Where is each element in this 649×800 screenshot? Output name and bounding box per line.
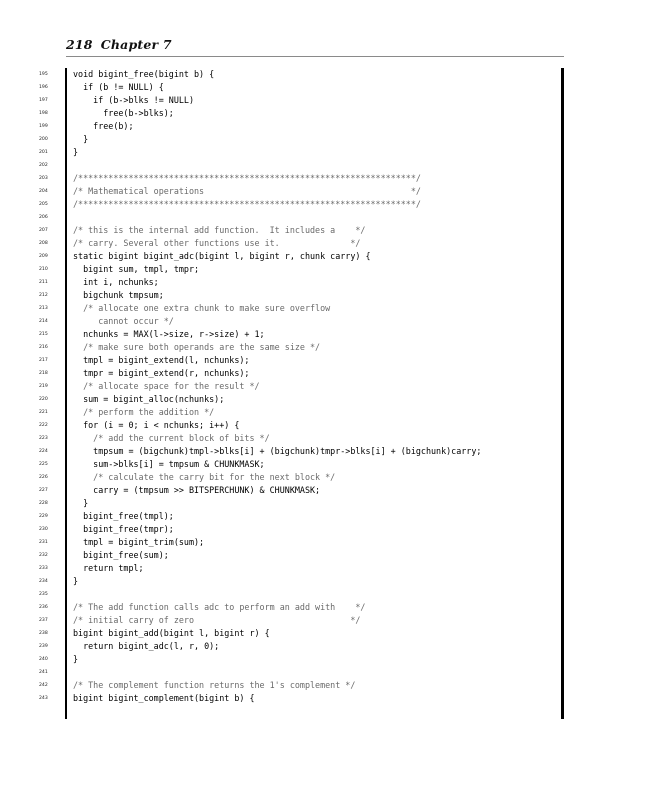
code-comment: /* calculate the carry bit for the next block */ — [73, 472, 336, 482]
code-line — [0, 458, 560, 471]
code-line — [0, 250, 560, 263]
code-line — [0, 367, 560, 380]
code-line — [0, 237, 560, 250]
line-number: 235 — [39, 592, 48, 597]
code-line — [0, 133, 560, 146]
line-number: 218 — [39, 371, 48, 376]
line-number: 230 — [39, 527, 48, 532]
code-text: carry = (tmpsum >> BITSPERCHUNK) & CHUNKMASK; — [73, 485, 321, 495]
code-text: sum->blks[i] = tmpsum & CHUNKMASK; — [73, 459, 265, 469]
code-line — [0, 523, 560, 536]
line-number: 224 — [39, 449, 48, 454]
code-line — [0, 263, 560, 276]
line-number: 232 — [39, 553, 48, 558]
code-comment: /* The complement function returns the 1's complement */ — [73, 680, 356, 690]
line-number: 197 — [39, 98, 48, 103]
code-comment: /* The add function calls adc to perform an add with */ — [73, 602, 366, 612]
line-number: 237 — [39, 618, 48, 623]
line-number: 240 — [39, 657, 48, 662]
line-number: 203 — [39, 176, 48, 181]
line-number: 195 — [39, 72, 48, 77]
line-number: 204 — [39, 189, 48, 194]
code-comment: /* this is the internal add function. It includes a */ — [73, 225, 366, 235]
line-number: 199 — [39, 124, 48, 129]
code-line — [0, 198, 560, 211]
code-line — [0, 81, 560, 94]
line-number: 198 — [39, 111, 48, 116]
line-number: 205 — [39, 202, 48, 207]
code-block-right-bar — [561, 68, 564, 719]
line-number: 229 — [39, 514, 48, 519]
line-number: 222 — [39, 423, 48, 428]
code-comment: /* allocate one extra chunk to make sure overflow — [73, 303, 331, 313]
code-line — [0, 380, 560, 393]
code-comment: /* make sure both operands are the same size */ — [73, 342, 321, 352]
line-number: 208 — [39, 241, 48, 246]
code-line — [0, 549, 560, 562]
code-comment: /* initial carry of zero */ — [73, 615, 361, 625]
code-text: void bigint_free(bigint b) { — [73, 69, 215, 79]
line-number: 231 — [39, 540, 48, 545]
code-text: } — [73, 576, 79, 586]
code-line — [0, 588, 560, 601]
line-number: 210 — [39, 267, 48, 272]
code-line — [0, 484, 560, 497]
code-text: if (b != NULL) { — [73, 82, 164, 92]
code-line — [0, 146, 560, 159]
code-line — [0, 159, 560, 172]
line-number: 236 — [39, 605, 48, 610]
code-line — [0, 419, 560, 432]
code-text: static bigint bigint_adc(bigint l, bigint r, chunk carry) { — [73, 251, 371, 261]
code-text: return bigint_adc(l, r, 0); — [73, 641, 220, 651]
code-comment: /* Mathematical operations */ — [73, 186, 421, 196]
code-text: bigint bigint_add(bigint l, bigint r) { — [73, 628, 270, 638]
code-line — [0, 692, 560, 705]
code-line — [0, 601, 560, 614]
code-line — [0, 445, 560, 458]
line-number: 217 — [39, 358, 48, 363]
code-text: } — [73, 147, 79, 157]
code-line — [0, 393, 560, 406]
code-comment: /* allocate space for the result */ — [73, 381, 260, 391]
code-text: bigint_free(tmpl); — [73, 511, 174, 521]
code-text: tmpsum = (bigchunk)tmpl->blks[i] + (bigchunk)tmpr->blks[i] + (bigchunk)carry; — [73, 446, 482, 456]
line-number: 213 — [39, 306, 48, 311]
code-line — [0, 120, 560, 133]
running-header — [66, 37, 172, 52]
line-number: 215 — [39, 332, 48, 337]
code-text: for (i = 0; i < nchunks; i++) { — [73, 420, 240, 430]
code-text: bigint bigint_complement(bigint b) { — [73, 693, 255, 703]
code-line — [0, 575, 560, 588]
code-line — [0, 302, 560, 315]
line-number: 234 — [39, 579, 48, 584]
code-text: } — [73, 654, 79, 664]
code-comment: /* add the current block of bits */ — [73, 433, 270, 443]
code-listing — [0, 68, 560, 705]
code-line — [0, 354, 560, 367]
line-number: 219 — [39, 384, 48, 389]
code-line — [0, 289, 560, 302]
code-line — [0, 185, 560, 198]
line-number: 202 — [39, 163, 48, 168]
code-comment: /* carry. Several other functions use it. */ — [73, 238, 361, 248]
code-comment: /* perform the addition */ — [73, 407, 215, 417]
code-text: tmpr = bigint_extend(r, nchunks); — [73, 368, 250, 378]
code-line — [0, 653, 560, 666]
code-text: nchunks = MAX(l->size, r->size) + 1; — [73, 329, 265, 339]
code-text: tmpl = bigint_trim(sum); — [73, 537, 205, 547]
line-number: 216 — [39, 345, 48, 350]
code-line — [0, 627, 560, 640]
code-line — [0, 276, 560, 289]
code-comment: /*******************************************************************/ — [73, 199, 421, 209]
code-line — [0, 536, 560, 549]
code-line — [0, 406, 560, 419]
line-number: 214 — [39, 319, 48, 324]
code-line — [0, 341, 560, 354]
code-line — [0, 614, 560, 627]
line-number: 223 — [39, 436, 48, 441]
line-number: 242 — [39, 683, 48, 688]
line-number: 207 — [39, 228, 48, 233]
line-number: 220 — [39, 397, 48, 402]
code-comment: /*******************************************************************/ — [73, 173, 421, 183]
code-text: bigint_free(tmpr); — [73, 524, 174, 534]
line-number: 227 — [39, 488, 48, 493]
code-text: return tmpl; — [73, 563, 144, 573]
code-line — [0, 315, 560, 328]
code-line — [0, 510, 560, 523]
code-line — [0, 224, 560, 237]
code-line — [0, 94, 560, 107]
line-number: 239 — [39, 644, 48, 649]
line-number: 243 — [39, 696, 48, 701]
code-line — [0, 172, 560, 185]
code-text: } — [73, 134, 89, 144]
line-number: 196 — [39, 85, 48, 90]
line-number: 226 — [39, 475, 48, 480]
line-number: 241 — [39, 670, 48, 675]
code-line — [0, 679, 560, 692]
chapter-title: Chapter 7 — [100, 37, 172, 52]
line-number: 200 — [39, 137, 48, 142]
code-line — [0, 328, 560, 341]
code-text: free(b->blks); — [73, 108, 174, 118]
code-text: } — [73, 498, 89, 508]
code-text: bigint_free(sum); — [73, 550, 169, 560]
line-number: 212 — [39, 293, 48, 298]
line-number: 221 — [39, 410, 48, 415]
code-line — [0, 107, 560, 120]
line-number: 206 — [39, 215, 48, 220]
line-number: 201 — [39, 150, 48, 155]
code-text: sum = bigint_alloc(nchunks); — [73, 394, 225, 404]
code-line — [0, 640, 560, 653]
line-number: 209 — [39, 254, 48, 259]
code-text: bigint sum, tmpl, tmpr; — [73, 264, 200, 274]
code-text: if (b->blks != NULL) — [73, 95, 195, 105]
line-number: 238 — [39, 631, 48, 636]
header-rule — [66, 56, 564, 57]
page-number: 218 — [66, 37, 93, 52]
line-number: 211 — [39, 280, 48, 285]
code-text: int i, nchunks; — [73, 277, 159, 287]
code-line — [0, 68, 560, 81]
code-line — [0, 471, 560, 484]
code-line — [0, 432, 560, 445]
code-line — [0, 666, 560, 679]
code-text: free(b); — [73, 121, 134, 131]
code-line — [0, 562, 560, 575]
code-text: tmpl = bigint_extend(l, nchunks); — [73, 355, 250, 365]
line-number: 228 — [39, 501, 48, 506]
line-number: 225 — [39, 462, 48, 467]
code-line — [0, 497, 560, 510]
line-number: 233 — [39, 566, 48, 571]
code-text: bigchunk tmpsum; — [73, 290, 164, 300]
code-comment: cannot occur */ — [73, 316, 174, 326]
code-line — [0, 211, 560, 224]
